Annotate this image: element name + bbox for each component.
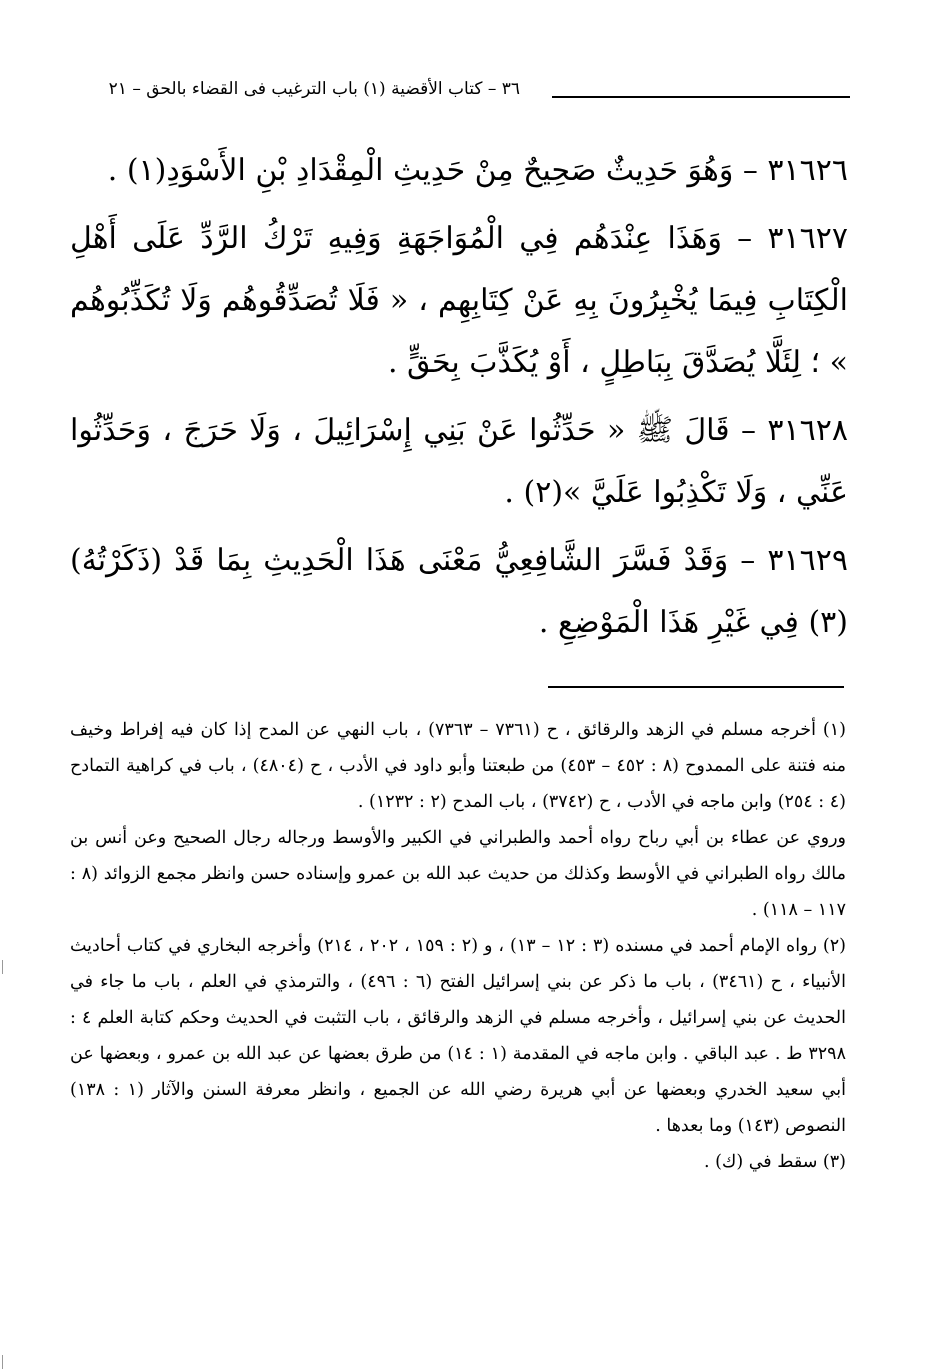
footnote-separator — [548, 686, 844, 688]
footnotes — [70, 712, 846, 1180]
footnote-3: (٣) سقط في (ك) . — [703, 1152, 846, 1172]
footnote-2: (٢) رواه الإمام أحمد في مسنده (٣ : ١٢ – ١٣) ، و (٢ : ١٥٩ ، ٢٠٢ ، ٢١٤) وأخرجه البخاري في كتاب أحاديث الأنبياء ، ح (٣٤٦١) ، باب ما ذكر عن بني إسرائيل الفتح (٦ : ٤٩٦) ، والترمذي في العلم ، باب ما جاء في الحديث عن بني إسرائيل ، وأخرجه مسلم في الزهد والرقائق ، باب التثبت في الحديث وحكم كتابة العلم ٤ : ٣٢٩٨ ط . عبد الباقي . وابن ماجه في المقدمة (١ : ١٤) من طرق بعضها عن عبد الله بن عمرو ، وبعضها عن أبي سعيد الخدري وبعضها عن أبي هريرة رضي الله عن الجميع ، وانظر معرفة السنن والآثار (١ : ١٣٨) النصوص (١٤٣) وما بعدها . — [70, 936, 846, 1136]
footnote-1: (١) أخرجه مسلم في الزهد والرقائق ، ح (٧٣٦١ – ٧٣٦٣) ، باب النهي عن المدح إذا كان فيه إفراط وخيف منه فتنة على الممدوح (٨ : ٤٥٢ – ٤٥٣) من طبعتنا وأبو داود في الأدب ، ح (٤٨٠٤) ، باب في كراهية التمادح (٤ : ٢٥٤) وابن ماجه في الأدب ، ح (٣٧٤٢) ، باب المدح (٢ : ١٢٣٢) . — [70, 720, 846, 812]
footnote-1-continued: وروي عن عطاء بن أبي رباح رواه أحمد والطبراني في الكبير والأوسط ورجاله رجال الصحيح وعن أنس بن مالك رواه الطبراني في الأوسط وكذلك من حديث عبد الله بن عمرو وإسناده حسن وانظر مجمع الزوائد (٨ : ١١٧ – ١١٨) . — [70, 828, 846, 920]
paragraph-31628: ٣١٦٢٨ – قَالَ ﷺ « حَدِّثُوا عَنْ بَنِي إِسْرَائِيلَ ، وَلَا حَرَجَ ، وَحَدِّثُوا عَنِّي ، وَلَا تَكْذِبُوا عَلَيَّ »(٢) . — [70, 413, 848, 510]
paragraph-31627: ٣١٦٢٧ – وَهَذَا عِنْدَهُم فِي الْمُوَاجَهَةِ وَفِيهِ تَرْكُ الرَّدِّ عَلَى أَهْلِ الْكِتَابِ فِيمَا يُخْبِرُونَ بِهِ عَنْ كِتَابِهِم ، « فَلَا تُصَدِّقُوهُم وَلَا تُكَذِّبُوهُم » ؛ لِئَلَّا يُصَدَّقَ بِبَاطِلٍ ، أَوْ يُكَذَّبَ بِحَقٍّ . — [70, 221, 848, 380]
running-header: ٣٦ – كتاب الأقضية (١) باب الترغيب فى القضاء بالحق – ٢١ — [108, 79, 520, 99]
scan-edge-mark — [2, 1355, 3, 1369]
main-text — [70, 140, 848, 660]
header-rule — [552, 96, 850, 98]
scan-edge-mark — [2, 960, 3, 974]
paragraph-31626: ٣١٦٢٦ – وَهُوَ حَدِيثٌ صَحِيحٌ مِنْ حَدِيثِ الْمِقْدَادِ بْنِ الأَسْوَدِ(١) . — [107, 153, 848, 188]
paragraph-31629: ٣١٦٢٩ – وَقَدْ فَسَّرَ الشَّافِعِيُّ مَعْنَى هَذَا الْحَدِيثِ بِمَا قَدْ (ذَكَرْتُهُ)(٣) فِي غَيْرِ هَذَا الْمَوْضِعِ . — [70, 543, 848, 640]
